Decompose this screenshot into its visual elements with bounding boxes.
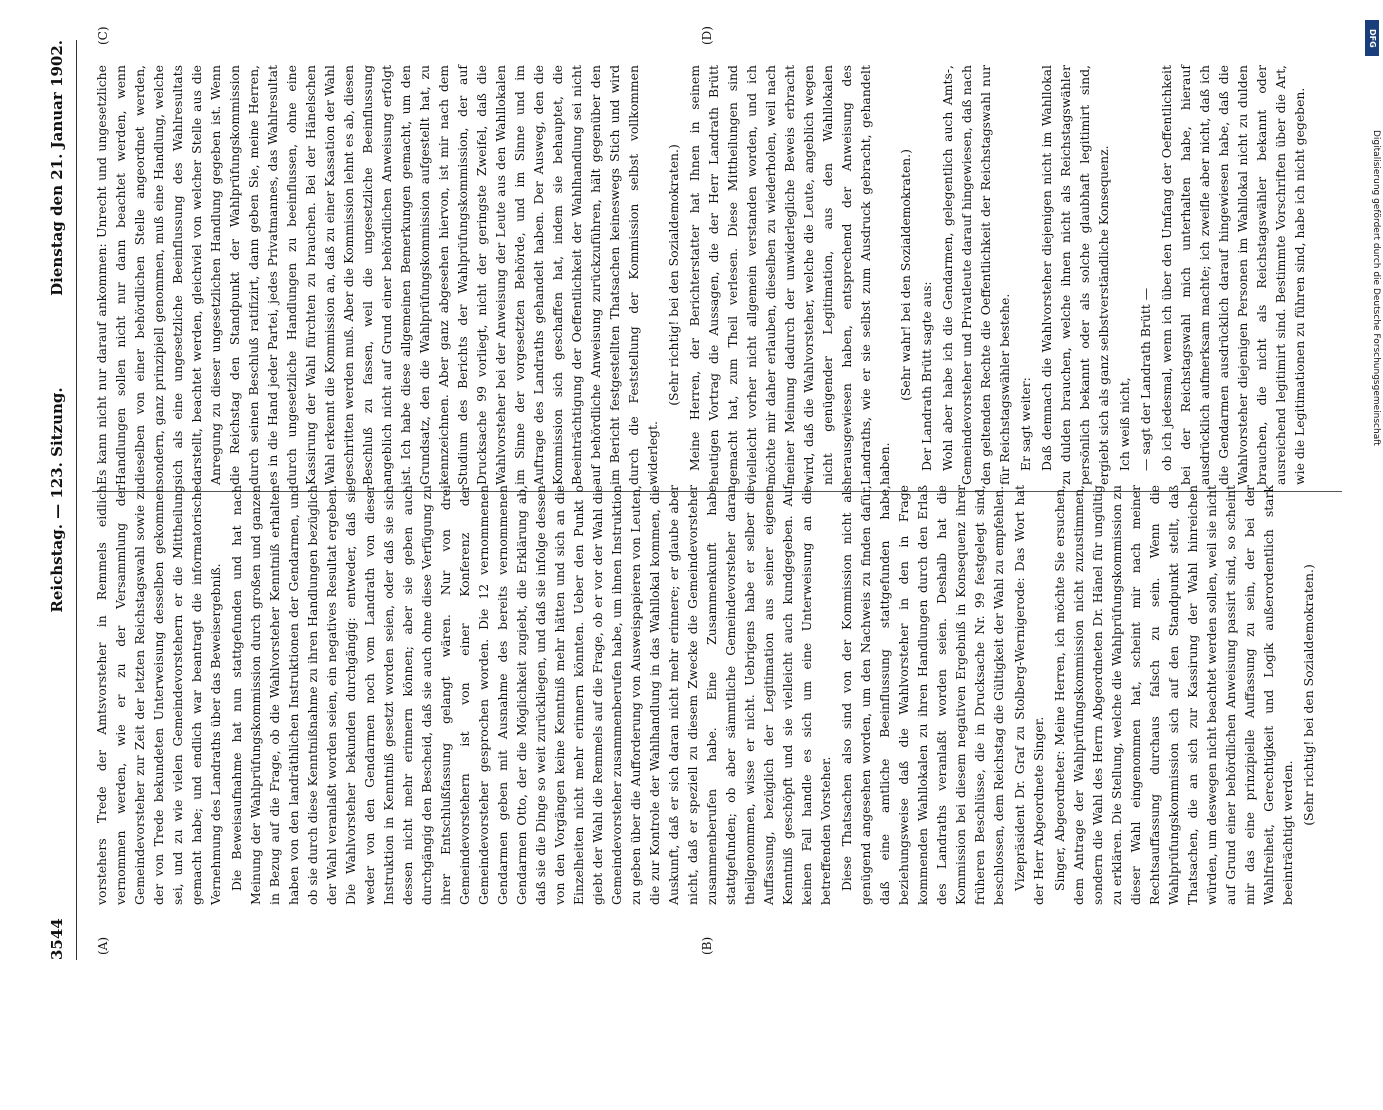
- header-rule: [76, 40, 77, 960]
- paragraph: Es kann nicht nur darauf ankommen: Unrecht und ungesetzliche Handlungen sollen nicht nur dann beachtet werden, wenn dieselben von einer behördlichen Stelle angeordnet werden, sondern, ganz prinzipiell genommen, muß eine Handlung, welche sich als eine ungesetzliche Beeinflussung des Wahlresultats darstellt, beachtet werden, gleichviel von welcher Stelle aus die Anregung zu dieser ungesetzlichen Handlung gegeben ist. Wenn die Reichstag den Standpunkt der Wahlprüfungskommission durch seinen Beschluß ratifizirt, dann geben Sie, meine Herren, es in die Hand jeder Partei, jedes Privatmannes, das Wahlresultat durch ungesetzliche Handlungen zu beeinflussen, ohne eine Kassirung der Wahl fürchten zu brauchen. Bei der Hänelschen Wahl erkennt die Kommission an, daß zu einer Kassation der Wahl geschritten werden muß. Aber die Kommission lehnt es ab, diesen Beschluß zu fassen, weil die ungesetzliche Beeinflussung angeblich nicht auf Grund einer behördlichen Anweisung erfolgt ist. Ich habe diese allgemeinen Bemerkungen gemacht, um den Grundsatz, den die Wahlprüfungskommission aufgestellt hat, zu kennzeichnen. Aber ganz abgesehen hiervon, ist mir nach dem Studium des Berichts der Wahlprüfungskommission, der auf Drucksache 99 vorliegt, nicht der geringste Zweifel, daß die Wahlvorsteher bei der Anweisung der Leute aus den Wahllokalen im Sinne der vorgesetzten Behörde, und im Sinne und im Auftrage des Landraths gehandelt haben. Der Ausweg, den die Kommission sich geschaffen hat, indem sie behauptet, die Beeinträchtigung der Oeffentlichkeit der Wahlhandlung sei nicht auf behördliche Anweisung zurückzuführen, hält gegenüber den im Bericht festgestellten Thatsachen keineswegs Stich und wird durch die Feststellung der Kommission selbst vollkommen widerlegt.: [94, 65, 660, 485]
- interjection: (Sehr richtig! bei den Sozialdemokraten.): [666, 144, 681, 406]
- right-column: [92, 65, 1311, 485]
- quotation: Wohl aber habe ich die Gendarmen, gelegentlich auch Amts-, Gemeindevorsteher und Privatleute darauf hingewiesen, daß nach den geltenden Rechte die Oeffentlichkeit der Reichstagswahl nur für Reichstagswähler bestehe.: [940, 65, 1012, 485]
- paragraph: Meine Herren, der Berichterstatter hat Ihnen in seinem heutigen Vortrag die Aussagen, die der Herr Landrath Brütt gemacht hat, zum Theil verlesen. Diese Mittheilungen sind vielleicht vorher nicht allgemein verstanden worden, und ich möchte mir daher erlauben, dieselben zu wiederholen, weil nach meiner Meinung dadurch der unwiderlegliche Beweis erbracht wird, daß die Wahlvorsteher, welche die Leute, angeblich wegen nicht genügender Legitimation, aus den Wahllokalen herausgewiesen haben, entsprechend der Anweisung des Landraths, wie er sie selbst zum Ausdruck gebracht, gehandelt haben.: [687, 65, 892, 485]
- paragraph: Er sagt weiter:: [1018, 377, 1033, 471]
- margin-mark-d: (D): [700, 26, 714, 45]
- interjection: (Sehr richtig! bei den Sozialdemokraten.): [1301, 564, 1316, 826]
- session-title: Reichstag. — 123. Sitzung.: [48, 387, 66, 613]
- interjection: (Sehr wahr! bei den Sozialdemokraten.): [898, 149, 913, 401]
- quotation: Daß demnach die Wahlvorsteher diejenigen nicht im Wahllokal zu dulden brauchen, welche ihnen nicht als Reichstagswähler persönlich bekannt oder als solche glaubhaft legitimirt sind, ergiebt sich als ganz selbstverständliche Konsequenz.: [1039, 65, 1111, 485]
- left-column: [92, 485, 1320, 905]
- session-date: Dienstag den 21. Januar 1902.: [48, 40, 66, 296]
- paragraph: Vizepräsident Dr. Graf zu Stolberg-Wernigerode: Das Wort hat der Herr Abgeordnete Singer.: [1012, 485, 1046, 905]
- page-number: 3544: [48, 918, 66, 960]
- digitization-credit: Digitalisierung gefördert durch die Deutsche Forschungsgemeinschaft: [1371, 130, 1381, 446]
- paragraph: Diese Thatsachen also sind von der Kommission nicht als genügend angesehen worden, um den Nachweis zu finden dafür, daß eine amtliche Beeinflussung stattgefunden habe, beziehungsweise daß die Wahlvorsteher in den in Frage kommenden Wahllokalen zu ihren Handlungen durch den Erlaß des Landraths veranlaßt worden seien. Deshalb hat die Kommission bei diesem negativen Ergebniß in Konsequenz ihrer früheren Beschlüsse, die in Drucksache Nr. 99 festgelegt sind, beschlossen, dem Reichstag die Gültigkeit der Wahl zu empfehlen.: [839, 485, 1006, 905]
- dfg-logo: DFG: [1365, 20, 1379, 56]
- quotation: ob ich jedesmal, wenn ich über den Umfang der Oeffentlichkeit bei der Reichstagswahl mich unterhalten habe, hierauf ausdrücklich aufmerksam machte; ich zweifle aber nicht, daß ich die Gendarmen ausdrücklich darauf hingewiesen habe, daß die Wahlvorsteher diejenigen Personen im Wahllokal nicht zu dulden brauchen, die nicht als Reichstagswähler bekannt oder ausreichend legitimirt sind. Bestimmte Vorschriften über die Art, wie die Legitimationen zu führen sind, habe ich nicht gegeben.: [1159, 65, 1307, 485]
- paragraph: Der Landrath Brütt sagte aus:: [919, 281, 934, 471]
- page-header: [48, 40, 74, 960]
- paragraph: Singer, Abgeordneter: Meine Herren, ich möchte Sie ersuchen, dem Antrage der Wahlprüfungskommission nicht zuzustimmen, sondern die Wahl des Herrn Abgeordneten Dr. Hänel für ungültig zu erklären. Die Stellung, welche die Wahlprüfungskommission zu dieser Wahl eingenommen hat, scheint mir nach meiner Rechtsauffassung durchaus falsch zu sein. Wenn die Wahlprüfungskommission sich auf den Standpunkt stellt, daß Thatsachen, die an sich zur Kassirung der Wahl hinreichen würden, um deswegen nicht beachtet werden sollen, weil sie nicht auf Grund einer behördlichen Anweisung passirt sind, so scheint mir das eine prinzipielle Auffassung zu sein, der bei der Wahlfreiheit, Gerechtigkeit und Logik außerordentlich stark beeinträchtigt werden.: [1052, 485, 1295, 905]
- margin-mark-c: (C): [96, 26, 110, 45]
- paragraph: Die Beweisaufnahme hat nun stattgefunden und hat nach Meinung der Wahlprüfungskommission durch großen und ganzen in Bezug auf die Frage, ob die Wahlvorsteher Kenntniß erhalten haben von den landräthlichen Instruktionen der Gendarmen, und ob sie durch diese Kenntnißnahme zu ihren Handlungen bezüglich der Wahl veranlaßt worden seien, ein negatives Resultat ergeben. Die Wahlvorsteher bekunden durchgängig: entweder, daß sie weder von den Gendarmen noch vom Landrath von dieser Instruktion in Kenntniß gesetzt worden seien, oder daß sie sich dessen nicht mehr erinnern können; aber sie geben auch durchgängig den Bescheid, daß sie auch ohne diese Verfügung zu ihrer Entschlußfassung gelangt wären. Nur von drei Gemeindevorstehern ist von einer Konferenz der Gemeindevorsteher gesprochen worden. Die 12 vernommenen Gendarmen geben mit Ausnahme des bereits vernommenen Gendarmen Otto, der die Möglichkeit zugiebt, die Erklärung ab, daß sie die Dinge so weit zurückliegen, und daß sie infolge dessen von den Vorgängen keine Kenntniß mehr hätten und sich an die Einzelheiten nicht mehr erinnern könnten. Ueber den Punkt o giebt der Wahl die Remmels auf die Frage, ob er vor der Wahl die Gemeindevorsteher zusammenberufen habe, um ihnen Instruktion zu geben über die Aufforderung von Ausweispapieren von Leuten, die zur Kontrole der Wahlhandlung in das Wahllokal kommen, die Auskunft, daß er sich daran nicht mehr erinnere; er glaube aber nicht, daß er speziell zu diesem Zwecke die Gemeindevorsteher zusammenberufen habe. Eine Zusammenkunft habe stattgefunden; ob aber sämmtliche Gemeindevorsteher daran theilgenommen, wisse er nicht. Uebrigens habe er selber die Auffassung, bezüglich der Legitimation aus seiner eigenen Kenntniß geschöpft und sie vielleicht auch kundgegeben. Auf keinen Fall handle es sich um eine Unterweisung an die betreffenden Vorsteher.: [229, 485, 833, 905]
- digitization-sidebar: [1363, 10, 1381, 990]
- margin-mark-b: (B): [700, 936, 714, 955]
- paragraph: vorstehers Trede der Amtsvorsteher in Remmels eidlich vernommen werden, wie er zu der Versammlung der Gemeindevorsteher zur Zeit der letzten Reichstagswahl sowie zu der von Trede bekundeten Unterweisung desselben gekommen sei, und zu wie vielen Gemeindevorstehern er die Mittheilung gemacht habe; und endlich war beantragt die informatorische Vernehmung des Landraths über das Beweisergebniß.: [94, 485, 223, 905]
- paragraph: — sagt der Landrath Brütt —: [1138, 287, 1153, 471]
- margin-mark-a: (A): [96, 936, 110, 955]
- quotation: Ich weiß nicht,: [1117, 377, 1132, 471]
